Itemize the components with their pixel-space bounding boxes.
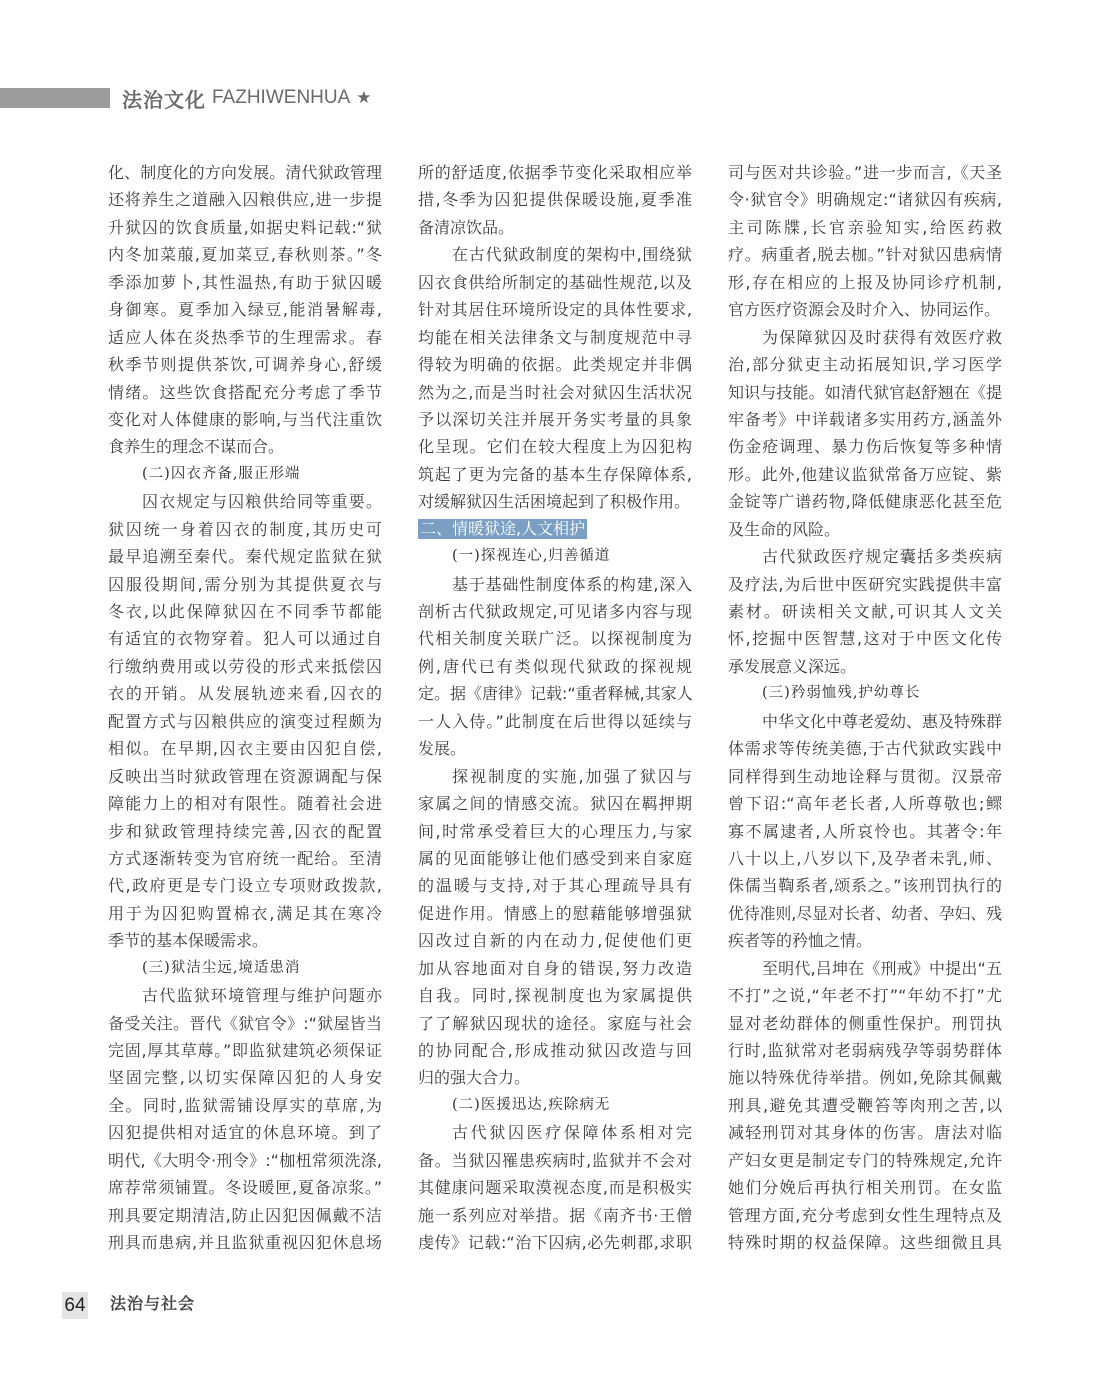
paragraph-line: 伤金疮调理、暴力伤后恢复等多种情	[728, 437, 1002, 457]
paragraph-line: 产妇女更是制定专门的特殊规定,允许	[728, 1150, 1002, 1170]
paragraph-line: 形。此外,他建议监狱常备万应锭、紫	[728, 464, 1002, 484]
subsection-heading: (三)矜弱恤残,护幼尊长	[762, 685, 921, 702]
paragraph-line: 变化对人体健康的影响,与当代注重饮	[108, 409, 382, 429]
subsection-heading: (二)医援迅达,疾除病无	[452, 1096, 611, 1113]
paragraph-line: 用于为囚犯购置棉衣,满足其在寒冷	[108, 903, 382, 923]
section-heading	[418, 516, 692, 543]
paragraph-line: 相似。在早期,囚衣主要由囚犯自偿,	[108, 739, 382, 759]
paragraph-line: 了了解狱囚现状的途径。家庭与社会	[418, 1013, 692, 1033]
paragraph-line: 施以特殊优待举措。例如,免除其佩戴	[728, 1068, 1002, 1088]
paragraph-line: 完固,厚其草蓐。”即监狱建筑必须保证	[108, 1041, 382, 1060]
paragraph-line: 还将养生之道融入囚粮供应,进一步提	[108, 190, 382, 210]
paragraph-line: 刑具,避免其遭受鞭笞等肉刑之苦,以	[728, 1095, 1002, 1115]
paragraph-line: 发展。	[418, 739, 467, 759]
paragraph-line: 定。据《唐律》记载:“重者释械,其家人	[418, 684, 693, 704]
paragraph-line: 同样得到生动地诠释与贯彻。汉景帝	[728, 766, 1002, 786]
paragraph-line: 明代,《大明令·刑令》:“枷杻常须洗涤,	[108, 1150, 382, 1170]
paragraph-line: 牢备考》中详载诸多实用药方,涵盖外	[728, 409, 1002, 429]
paragraph-line: 季添加萝卜,其性温热,有助于狱囚暖	[108, 272, 382, 292]
paragraph-line: 的协同配合,形成推动狱囚改造与回	[418, 1041, 692, 1060]
paragraph-line: 反映出当时狱政管理在资源调配与保	[108, 766, 382, 786]
paragraph-line: 至明代,吕坤在《刑戒》中提出“五	[762, 958, 1002, 978]
paragraph-line: 针对其居住环境所设定的具体性要求,	[418, 300, 692, 320]
paragraph-line: 刑具要定期清洁,防止囚犯因佩戴不洁	[108, 1205, 382, 1225]
paragraph-line: 升狱囚的饮食质量,如据史料记载:“狱	[108, 217, 382, 237]
paragraph-line: 管理方面,充分考虑到女性生理特点及	[728, 1205, 1002, 1225]
paragraph-line: 虔传》记载:“治下囚病,必先刺郡,求职	[418, 1233, 692, 1253]
subsection-heading: (三)狱洁尘远,境适患消	[142, 959, 301, 976]
paragraph-line: 行时,监狱常对老弱病残孕等弱势群体	[728, 1041, 1002, 1060]
paragraph-line: 承发展意义深远。	[728, 656, 857, 676]
paragraph-line: 特殊时期的权益保障。这些细微且具	[728, 1233, 1002, 1253]
paragraph-line: 全。同时,监狱需铺设厚实的草席,为	[108, 1095, 382, 1115]
paragraph-line: 官方医疗资源会及时介入、协同运作。	[728, 300, 1001, 320]
paragraph-line: 囚犯提供相对适宜的休息环境。到了	[108, 1123, 382, 1143]
paragraph-line: 身御寒。夏季加入绿豆,能消暑解毒,	[108, 300, 382, 320]
paragraph-line: 主司陈牒,长官亲验知实,给医药救	[728, 217, 1002, 237]
paragraph-line: 疾者等的矜恤之情。	[728, 931, 873, 951]
paragraph-line: 间,时常承受着巨大的心理压力,与家	[418, 821, 692, 841]
paragraph-line: 减轻刑罚对其身体的伤害。唐法对临	[728, 1123, 1002, 1143]
subsection-heading: (一)探视连心,归善循道	[452, 548, 611, 565]
paragraph-line: 行缴纳费用或以劳役的形式来抵偿囚	[108, 656, 382, 676]
paragraph-line: 归的强大合力。	[418, 1068, 531, 1088]
paragraph-line: 备。当狱囚罹患疾病时,监狱并不会对	[418, 1150, 692, 1170]
paragraph-line: 加从容地面对自身的错误,努力改造	[418, 958, 692, 978]
section-title-en: FAZHIWENHUA	[212, 87, 351, 108]
paragraph-line: 及疗法,为后世中医研究实践提供丰富	[728, 574, 1002, 594]
paragraph-line: 囚衣食供给所制定的基础性规范,以及	[418, 272, 692, 292]
paragraph-line: 侏儒当鞫系者,颂系之。”该刑罚执行的	[728, 876, 1002, 896]
paragraph-line: 及生命的风险。	[728, 519, 841, 539]
paragraph-line: 曾下诏:“高年老长者,人所尊敬也;鳏	[728, 794, 1002, 814]
paragraph-line: 刑具而患病,并且监狱重视囚犯休息场	[108, 1233, 382, 1253]
paragraph-line: 探视制度的实施,加强了狱囚与	[452, 766, 692, 786]
page-number: 64	[62, 1292, 88, 1319]
paragraph-line: 令·狱官令》明确规定:“诸狱囚有疾病,	[728, 190, 1002, 210]
paragraph-line: 中华文化中尊老爱幼、惠及特殊群	[762, 711, 1003, 731]
paragraph-line: 自我。同时,探视制度也为家属提供	[418, 986, 692, 1006]
paragraph-line: 席荐常须铺置。冬设暖匣,夏备凉浆。”	[108, 1178, 382, 1198]
section-heading-text: 二、情暖狱途,人文相护	[420, 519, 586, 539]
paragraph-line: 适应人体在炎热季节的生理需求。春	[108, 327, 382, 347]
paragraph-line: 的温暖与支持,对于其心理疏导具有	[418, 876, 692, 896]
paragraph-line: 囚改过自新的内在动力,促使他们更	[418, 931, 692, 951]
paragraph-line: 所的舒适度,依据季节变化采取相应举	[418, 163, 692, 182]
paragraph-line: 优待准则,尽显对长者、幼者、孕妇、残	[728, 903, 1003, 923]
paragraph-line: 方式逐渐转变为官府统一配给。至清	[108, 848, 382, 868]
paragraph-line: 措,冬季为囚犯提供保暖设施,夏季准	[418, 190, 692, 210]
paragraph-line: 予以深切关注并展开务实考量的具象	[418, 409, 692, 429]
paragraph-line: 对缓解狱囚生活困境起到了积极作用。	[418, 492, 691, 512]
paragraph-line: 步和狱政管理持续完善,囚衣的配置	[108, 821, 382, 841]
paragraph-line: 一人入侍。”此制度在后世得以延续与	[418, 711, 692, 731]
paragraph-line: 最早追溯至秦代。秦代规定监狱在狱	[108, 547, 382, 567]
paragraph-line: 怀,挖掘中医智慧,这对于中医文化传	[728, 629, 1002, 649]
paragraph-line: 家属之间的情感交流。狱囚在羁押期	[418, 794, 692, 814]
star-icon: ★	[356, 88, 372, 108]
magazine-name: 法治与社会	[110, 1294, 196, 1313]
paragraph-line: 情绪。这些饮食搭配充分考虑了季节	[108, 382, 382, 402]
paragraph-line: 古代监狱环境管理与维护问题亦	[142, 986, 382, 1006]
header-bar	[0, 88, 110, 108]
paragraph-line: 狱囚统一身着囚衣的制度,其历史可	[108, 519, 382, 539]
paragraph-line: 古代狱囚医疗保障体系相对完	[452, 1123, 692, 1143]
paragraph-line: 均能在相关法律条文与制度规范中寻	[418, 327, 692, 347]
paragraph-line: 障能力上的相对有限性。随着社会进	[108, 794, 382, 814]
paragraph-line: 食养生的理念不谋而合。	[108, 437, 285, 457]
paragraph-line: 备清凉饮品。	[418, 217, 515, 237]
paragraph-line: 金锭等广谱药物,降低健康恶化甚至危	[728, 492, 1002, 512]
paragraph-line: 促进作用。情感上的慰藉能够增强狱	[418, 903, 692, 923]
article-column-3	[728, 159, 1002, 1257]
article-column-1	[108, 159, 382, 1257]
paragraph-line: 内冬加菜菔,夏加菜豆,春秋则茶。”冬	[108, 245, 382, 265]
paragraph-line: 形,存在相应的上报及协同诊疗机制,	[728, 272, 1002, 292]
paragraph-line: 剖析古代狱政规定,可见诸多内容与现	[418, 602, 692, 621]
section-header	[122, 84, 372, 112]
paragraph-line: 有适宜的衣物穿着。犯人可以通过自	[108, 629, 382, 649]
paragraph-line: 代,政府更是专门设立专项财政拨款,	[108, 876, 382, 896]
paragraph-line: 不打”之说,“年老不打”“年幼不打”尤	[728, 986, 1002, 1006]
paragraph-line: 为保障狱囚及时获得有效医疗救	[762, 327, 1002, 347]
paragraph-line: 基于基础性制度体系的构建,深入	[452, 574, 692, 594]
section-title-cn: 法治文化	[122, 87, 206, 112]
paragraph-line: 施一系列应对举措。据《南齐书·王僧	[418, 1205, 692, 1225]
article-column-2	[418, 159, 692, 1257]
paragraph-line: 八十以上,八岁以下,及孕者未乳,师、	[728, 848, 1002, 868]
paragraph-line: 化、制度化的方向发展。清代狱政管理	[108, 163, 382, 182]
paragraph-line: 化呈现。它们在较大程度上为囚犯构	[418, 437, 692, 457]
paragraph-line: 筑起了更为完备的基本生存保障体系,	[418, 464, 692, 484]
paragraph-line: 治,部分狱吏主动拓展知识,学习医学	[728, 355, 1002, 375]
paragraph-line: 坚固完整,以切实保障囚犯的人身安	[108, 1068, 382, 1088]
paragraph-line: 衣的开销。从发展轨迹来看,囚衣的	[108, 684, 382, 704]
paragraph-line: 属的见面能够让他们感受到来自家庭	[418, 848, 692, 868]
paragraph-line: 古代狱政医疗规定囊括多类疾病	[762, 547, 1002, 567]
paragraph-line: 例,唐代已有类似现代狱政的探视规	[418, 656, 692, 676]
paragraph-line: 素材。研读相关文献,可识其人文关	[728, 602, 1002, 621]
paragraph-line: 在古代狱政制度的架构中,围绕狱	[452, 245, 692, 265]
paragraph-line: 囚衣规定与囚粮供给同等重要。	[142, 492, 382, 512]
paragraph-line: 司与医对共诊验。”进一步而言,《天圣	[728, 163, 1002, 182]
paragraph-line: 代相关制度关联广泛。以探视制度为	[418, 629, 692, 649]
paragraph-line: 体需求等传统美德,于古代狱政实践中	[728, 739, 1002, 759]
paragraph-line: 季节的基本保暖需求。	[108, 931, 269, 951]
paragraph-line: 显对老幼群体的侧重性保护。刑罚执	[728, 1013, 1002, 1033]
paragraph-line: 然为之,而是当时社会对狱囚生活状况	[418, 382, 692, 402]
paragraph-line: 囚服役期间,需分别为其提供夏衣与	[108, 574, 382, 594]
paragraph-line: 她们分娩后再执行相关刑罚。在女监	[728, 1178, 1002, 1198]
paragraph-line: 寡不属逮者,人所哀怜也。其著令:年	[728, 821, 1002, 841]
paragraph-line: 配置方式与囚粮供应的演变过程颇为	[108, 711, 382, 731]
paragraph-line: 秋季节则提供茶饮,可调养身心,舒缓	[108, 355, 382, 375]
paragraph-line: 知识与技能。如清代狱官赵舒翘在《提	[728, 382, 1002, 402]
paragraph-line: 其健康问题采取漠视态度,而是积极实	[418, 1178, 692, 1198]
subsection-heading: (二)囚衣齐备,服正形端	[142, 465, 301, 482]
paragraph-line: 备受关注。晋代《狱官令》:“狱屋皆当	[108, 1013, 382, 1033]
paragraph-line: 冬衣,以此保障狱囚在不同季节都能	[108, 602, 382, 621]
paragraph-line: 疗。病重者,脱去枷。”针对狱囚患病情	[728, 245, 1002, 265]
paragraph-line: 得较为明确的依据。此类规定并非偶	[418, 355, 692, 375]
